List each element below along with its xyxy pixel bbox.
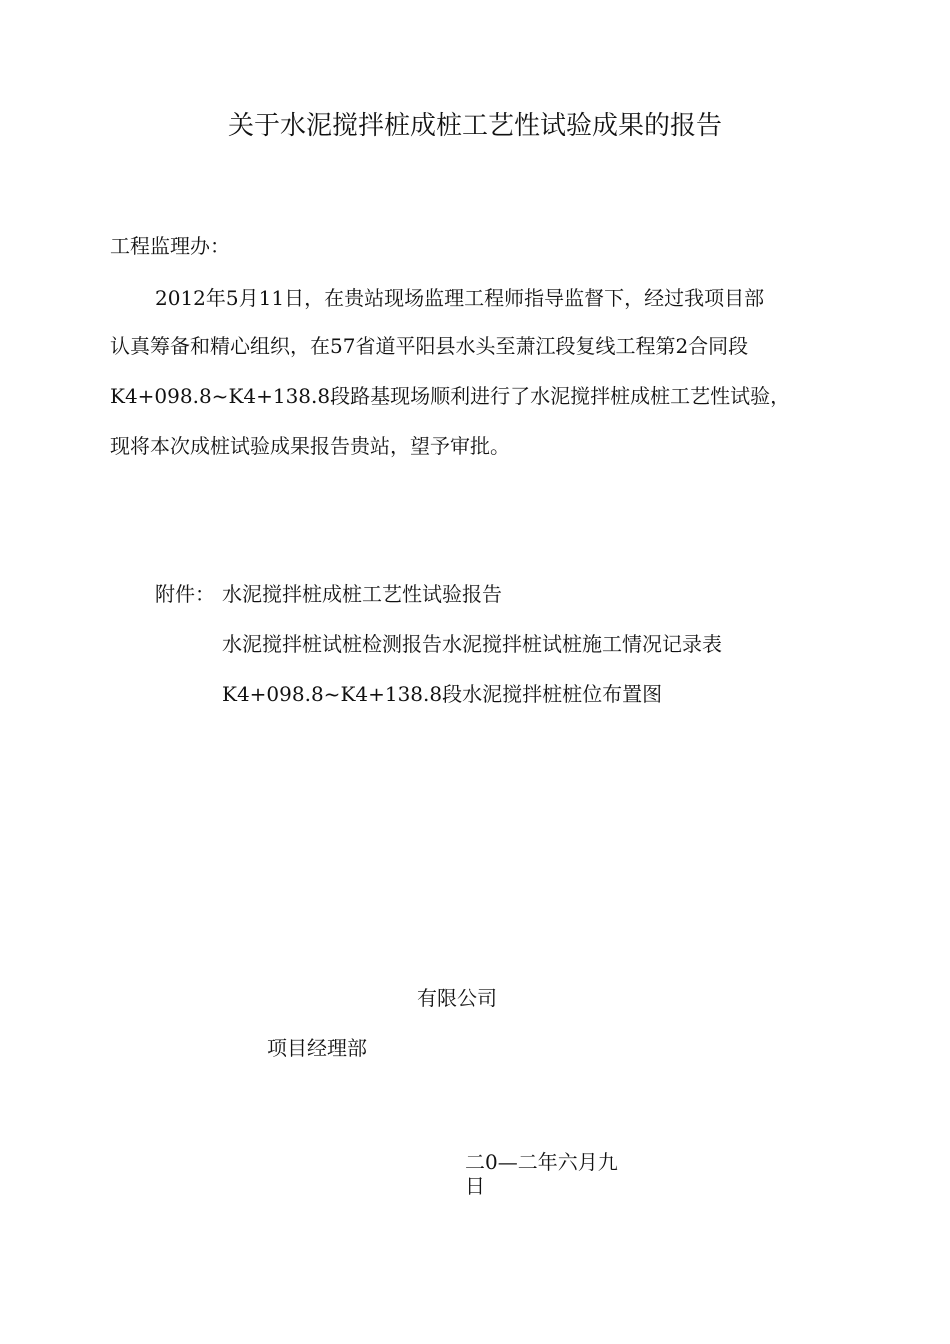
signature-date: 二0—二年六月九 [465,1150,618,1174]
attachment-item: K4+098.8~K4+138.8段水泥搅拌桩桩位布置图 [222,682,663,706]
body-line: K4+098.8~K4+138.8段路基现场顺利进行了水泥搅拌桩成桩工艺性试验， [110,384,791,408]
body-line: 2012年5月11日，在贵站现场监理工程师指导监督下，经过我项目部 [155,286,765,310]
signature-date-continued: 日 [465,1174,485,1198]
attachments-label: 附件： [155,582,215,606]
document-title: 关于水泥搅拌桩成桩工艺性试验成果的报告 [227,111,722,141]
salutation: 工程监理办： [110,234,230,258]
department-name: 项目经理部 [267,1036,367,1060]
body-line: 现将本次成桩试验成果报告贵站，望予审批。 [110,434,510,458]
attachment-item: 水泥搅拌桩成桩工艺性试验报告 [222,582,502,606]
attachment-item: 水泥搅拌桩试桩检测报告水泥搅拌桩试桩施工情况记录表 [222,632,722,656]
company-name: 有限公司 [417,986,497,1010]
body-line: 认真筹备和精心组织，在57省道平阳县水头至萧江段复线工程第2合同段 [110,334,749,358]
